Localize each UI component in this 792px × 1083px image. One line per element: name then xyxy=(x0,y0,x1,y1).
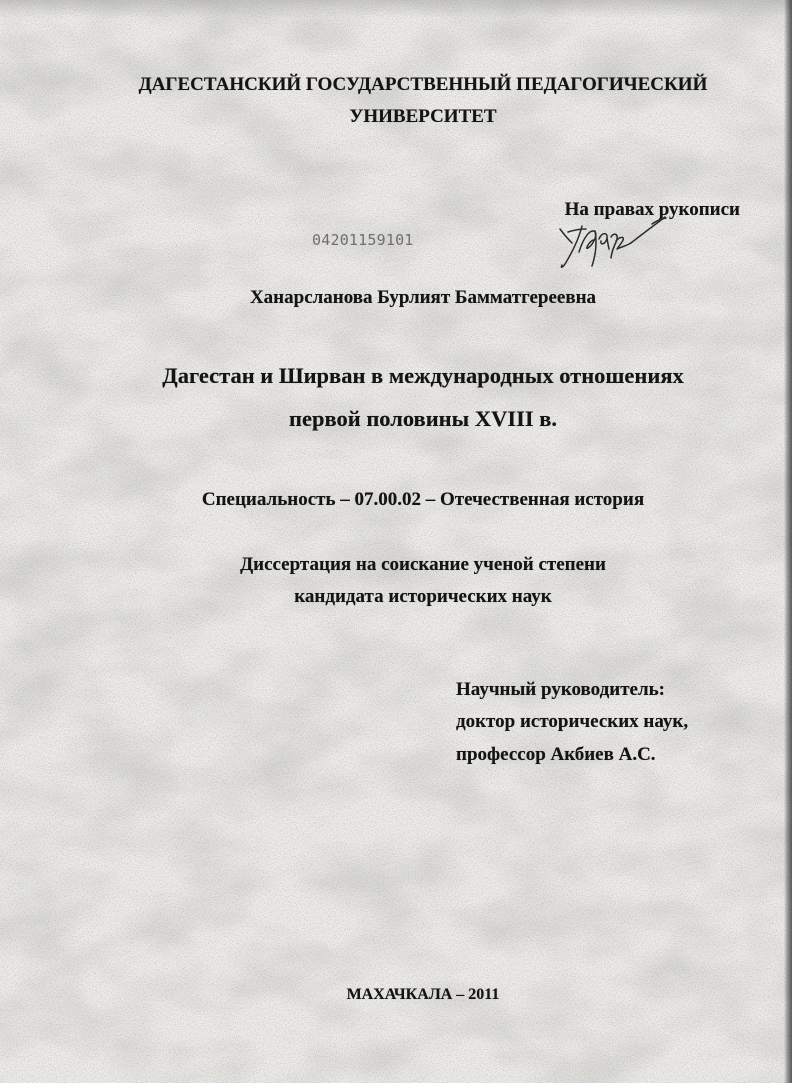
university-name-line-2: УНИВЕРСИТЕТ xyxy=(349,106,497,127)
signature-stroke xyxy=(568,229,586,232)
degree-line-1: Диссертация на соискание ученой степени xyxy=(240,554,606,575)
signature-stroke xyxy=(611,234,617,258)
dissertation-title-line-2: первой половины XVIII в. xyxy=(289,406,557,431)
registration-number: 04201159101 xyxy=(312,231,414,249)
signature-stroke xyxy=(599,234,609,249)
signature-stroke xyxy=(631,217,665,243)
dissertation-title-line-1: Дагестан и Ширван в международных отношениях xyxy=(162,363,684,388)
university-name-line-1: ДАГЕСТАНСКИЙ ГОСУДАРСТВЕННЫЙ ПЕДАГОГИЧЕСКИЙ xyxy=(138,74,708,95)
manuscript-rights-note: На правах рукописи xyxy=(564,199,740,220)
supervisor-name: профессор Акбиев А.С. xyxy=(456,744,656,765)
supervisor-degree: доктор исторических наук, xyxy=(456,711,689,732)
degree-line-2: кандидата исторических наук xyxy=(294,586,552,607)
handwritten-signature xyxy=(555,208,667,274)
signature-stroke xyxy=(579,231,596,252)
signature-stroke xyxy=(616,237,631,249)
supervisor-label: Научный руководитель: xyxy=(456,679,665,700)
signature-stroke xyxy=(561,226,582,267)
signature-stroke xyxy=(592,231,596,266)
city-year: МАХАЧКАЛА – 2011 xyxy=(346,986,500,1003)
specialty: Специальность – 07.00.02 – Отечественная история xyxy=(201,489,645,510)
author-name: Ханарсланова Бурлият Бамматгереевна xyxy=(249,287,597,308)
